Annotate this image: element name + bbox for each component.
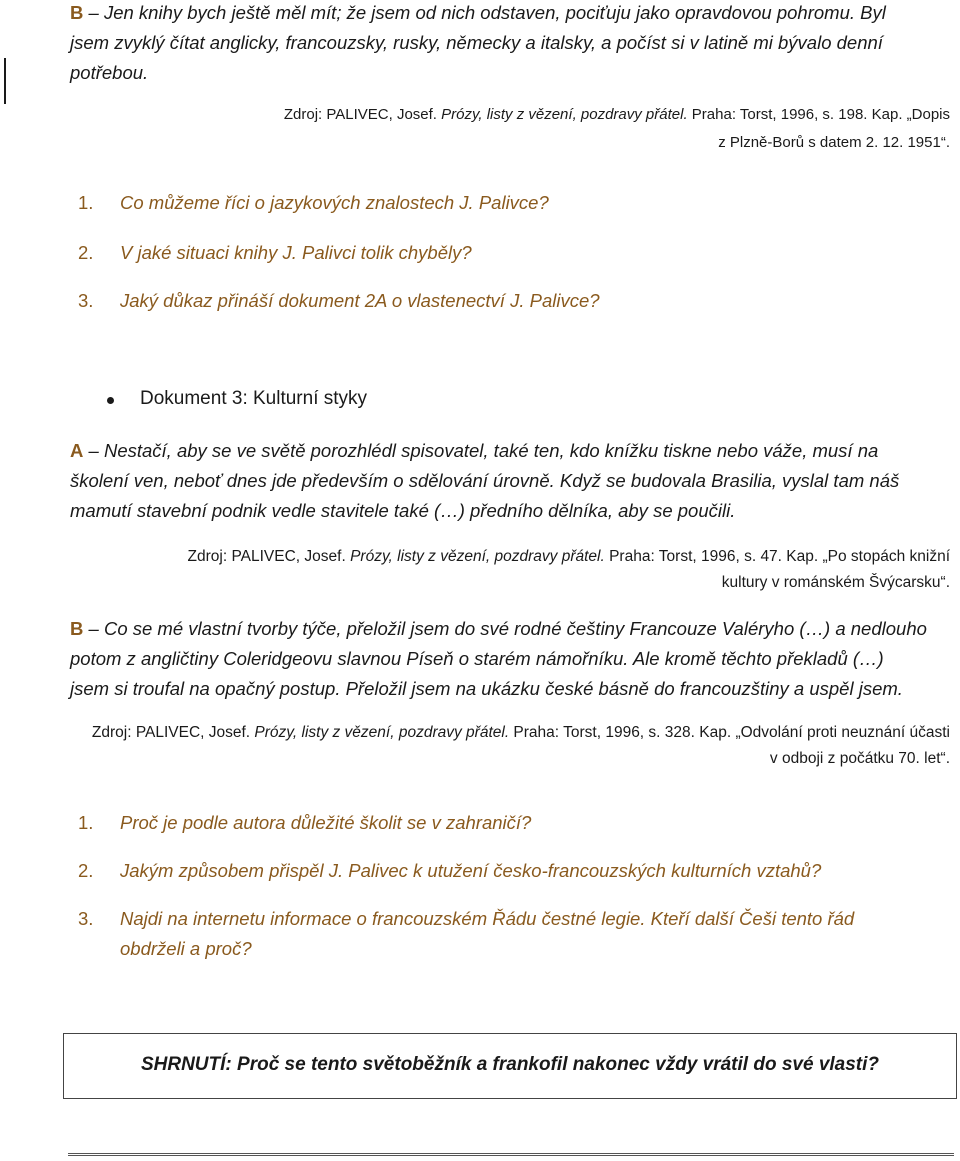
question-text-line-2: obdrželi a proč? (120, 938, 252, 959)
source-citation-b-line-2 (50, 746, 950, 772)
source-line-2: kultury v románském Švýcarsku“. (721, 574, 950, 591)
source-prefix: Zdroj: PALIVEC, Josef. (187, 548, 351, 565)
question-2-2 (78, 856, 948, 886)
summary-box (63, 1033, 957, 1099)
source-citation-b (50, 720, 950, 746)
footer-rule (68, 1153, 954, 1156)
quote-dash: – (83, 440, 104, 461)
question-number: 1. (78, 812, 94, 833)
question-text: Proč je podle autora důležité školit se v zahraničí? (120, 812, 532, 833)
summary-text: SHRNUTÍ: Proč se tento světoběžník a frankofil nakonec vždy vrátil do své vlasti? (140, 1054, 880, 1075)
source-title: Prózy, listy z vězení, pozdravy přátel. (441, 106, 688, 123)
source-prefix: Zdroj: PALIVEC, Josef. (91, 724, 255, 741)
question-1-3 (78, 286, 938, 316)
source-citation-1-line-2 (50, 130, 950, 156)
question-number: 2. (78, 860, 94, 881)
source-title: Prózy, listy z vězení, pozdravy přátel. (350, 548, 605, 565)
quote-letter: A (70, 440, 84, 461)
source-citation-1 (50, 102, 950, 128)
question-2-1 (78, 808, 948, 838)
source-title: Prózy, listy z vězení, pozdravy přátel. (254, 724, 510, 741)
source-line-2: v odboji z počátku 70. let“. (769, 750, 950, 767)
source-prefix: Zdroj: PALIVEC, Josef. (283, 106, 442, 123)
question-number: 1. (78, 192, 94, 213)
quote-b2-line-3 (70, 674, 950, 704)
bullet-icon (107, 397, 114, 404)
quote-a-line-2 (70, 466, 950, 496)
quote-text-3: potřebou. (70, 62, 149, 83)
quote-a-line-3 (70, 496, 950, 526)
question-text: Co můžeme říci o jazykových znalostech J. Palivce? (120, 192, 549, 213)
question-number: 3. (78, 908, 94, 929)
source-citation-a-line-2 (50, 570, 950, 596)
source-rest: Praha: Torst, 1996, s. 47. Kap. „Po stopách knižní (604, 548, 950, 565)
question-text: Jaký důkaz přináší dokument 2A o vlastenectví J. Palivce? (120, 290, 600, 311)
quote-text-2: jsem zvyklý čítat anglicky, francouzsky, rusky, německy a italsky, a počíst si v latině mi bývalo denní (70, 32, 883, 53)
margin-bar (4, 58, 6, 104)
source-citation-a (50, 544, 950, 570)
source-rest: Praha: Torst, 1996, s. 198. Kap. „Dopis (687, 106, 950, 123)
quote-text-1: Co se mé vlastní tvorby týče, přeložil jsem do své rodné češtiny Francouze Valéryho (…) a nedlouho (103, 618, 927, 639)
quote-b-line-1 (70, 0, 950, 28)
quote-text-2: školení ven, neboť dnes jde především o sdělování úrovně. Když se budovala Brasilia, vyslal tam náš (70, 470, 900, 491)
quote-text-1: Jen knihy bych ještě měl mít; že jsem od nich odstaven, pociťuju jako opravdovou pohromu. Byl (103, 2, 886, 23)
quote-dash: – (83, 2, 104, 23)
quote-letter: B (70, 2, 84, 23)
quote-text-1: Nestačí, aby se ve světě porozhlédl spisovatel, také ten, kdo knížku tiskne nebo váže, musí na (103, 440, 879, 461)
quote-b-line-3 (70, 58, 950, 88)
quote-letter: B (70, 618, 84, 639)
quote-b-line-2 (70, 28, 950, 58)
question-1-2 (78, 238, 938, 268)
source-line-2: z Plzně-Borů s datem 2. 12. 1951“. (718, 134, 950, 151)
quote-a-line-1 (70, 436, 950, 466)
document-3-heading: Dokument 3: Kulturní styky (140, 388, 368, 409)
question-text: V jaké situaci knihy J. Palivci tolik chyběly? (120, 242, 472, 263)
quote-text-2: potom z angličtiny Coleridgeovu slavnou Píseň o starém námořníku. Ale kromě těchto překladů (…) (70, 648, 884, 669)
question-number: 2. (78, 242, 94, 263)
quote-b2-line-2 (70, 644, 950, 674)
quote-b2-line-1 (70, 614, 950, 644)
question-text: Jakým způsobem přispěl J. Palivec k utužení česko-francouzských kulturních vztahů? (120, 860, 822, 881)
question-2-3 (78, 904, 948, 964)
quote-text-3: mamutí stavební podnik vedle stavitele také (…) předního dělníka, aby se poučili. (70, 500, 736, 521)
source-rest: Praha: Torst, 1996, s. 328. Kap. „Odvolání proti neuznání účasti (509, 724, 950, 741)
question-number: 3. (78, 290, 94, 311)
question-text-line-1: Najdi na internetu informace o francouzském Řádu čestné legie. Kteří další Češi tento řád (120, 908, 855, 929)
quote-dash: – (83, 618, 104, 639)
question-1-1 (78, 188, 938, 218)
quote-text-3: jsem si troufal na opačný postup. Přeložil jsem na ukázku české básně do francouzštiny a uspěl jsem. (70, 678, 903, 699)
